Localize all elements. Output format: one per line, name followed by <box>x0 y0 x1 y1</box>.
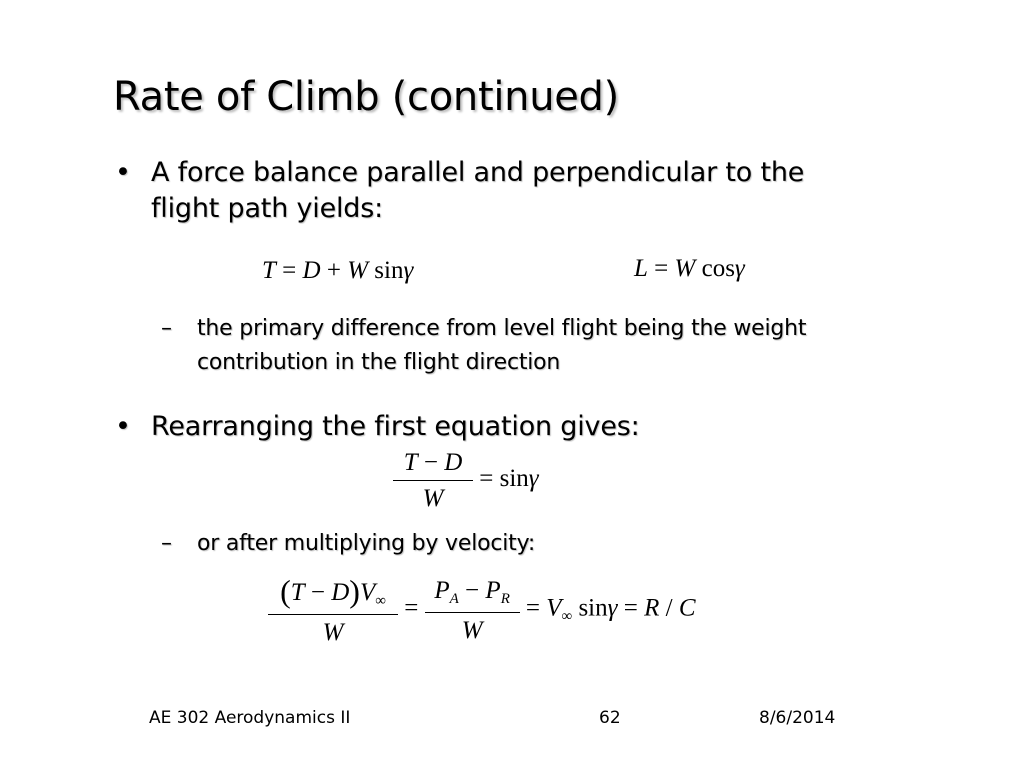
bullet-text-line1: A force balance parallel and perpendicular to the <box>151 157 805 188</box>
footer-date: 8/6/2014 <box>759 708 836 728</box>
bullet-text-line2: flight path yields: <box>151 193 383 224</box>
equation-rate-of-climb: $\frac{(T - D)V_\infty}{W}$ = $\frac{P_A - P_R}{W}$ = $V_\infty$ sinγ = R / C <box>268 575 696 645</box>
bullet-text-line1: Rearranging the first equation gives: <box>151 411 640 442</box>
bullet-force-balance <box>115 155 805 227</box>
subbullet-multiply-velocity <box>161 527 536 561</box>
subbullet-primary-difference <box>161 312 807 380</box>
bullet-rearranging <box>115 409 640 445</box>
equation-lift-balance: L = W cosγ <box>634 255 745 282</box>
subbullet-text-line1: or after multiplying by velocity: <box>197 531 536 556</box>
equation-sin-gamma: $\frac{T - D}{W}$ = sinγ <box>393 450 539 511</box>
footer-course: AE 302 Aerodynamics II <box>149 708 351 728</box>
subbullet-text-line1: the primary difference from level flight being the weight <box>197 316 807 341</box>
slide-title: Rate of Climb (continued) <box>113 74 619 120</box>
subbullet-text-line2: contribution in the flight direction <box>197 350 561 375</box>
footer-page-number: 62 <box>599 708 621 728</box>
subbullet-marker: – <box>161 531 172 556</box>
bullet-marker: • <box>115 411 131 442</box>
subbullet-marker: – <box>161 316 172 341</box>
equation-thrust-balance: T = D + W sinγ <box>262 257 414 284</box>
bullet-marker: • <box>115 157 131 188</box>
